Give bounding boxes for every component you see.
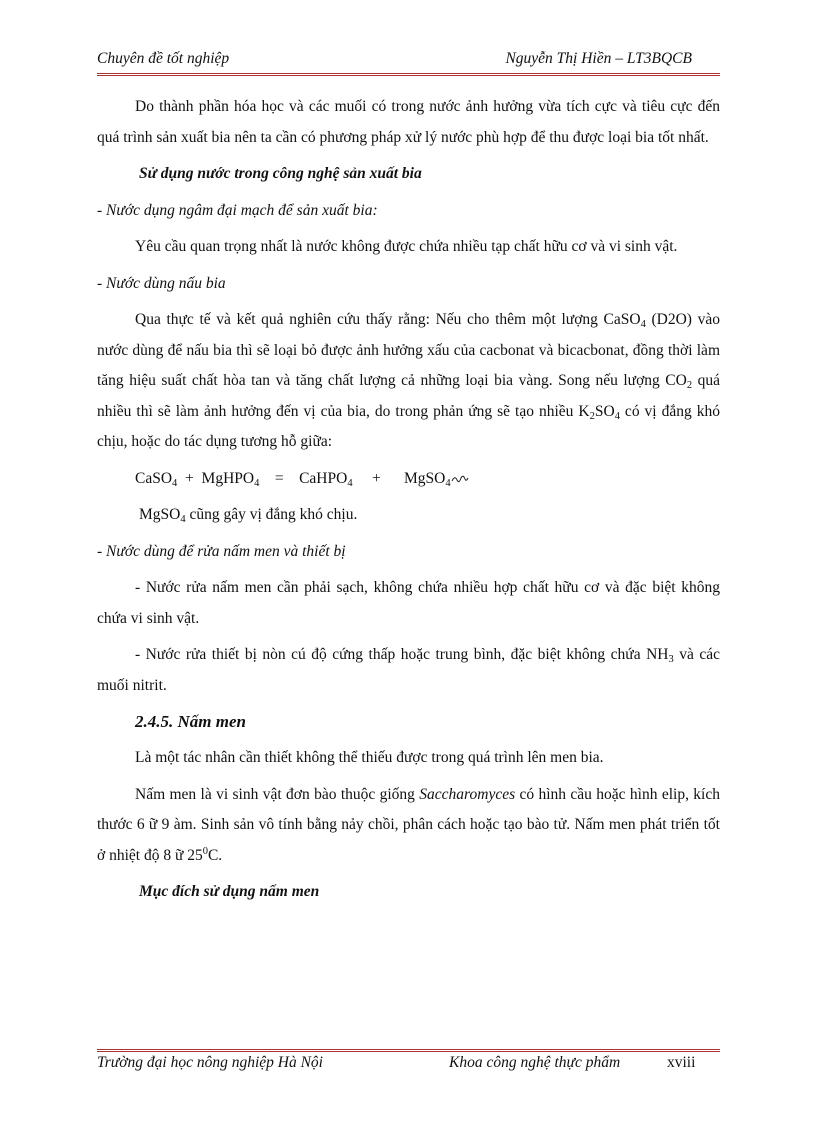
paragraph-yeast-description: Nấm men là vi sinh vật đơn bào thuộc giống Saccharomyces có hình cầu hoặc hình elip, kích thước 6 ữ 9 àm. Sinh sản vô tính bằng nảy chồi, phân cách hoặc tạo bào tử. Nấm men phát triển tốt ở nhiệt độ 8 ữ $25^0C$. — [97, 785, 720, 864]
subheading-soaking-water: - Nước dụng ngâm đại mạch để sản xuất bia: — [97, 201, 378, 219]
paragraph-equipment-wash-water: - Nước rửa thiết bị nòn cú độ cứng thấp hoặc trung bình, đặc biệt không chứa $NH_3$ và các muối nitrit. — [97, 646, 720, 694]
header-right-text: Nguyễn Thị Hiền – LT3BQCB — [505, 50, 692, 67]
squiggle-mark-icon — [451, 474, 469, 484]
page-body — [97, 92, 720, 914]
section-heading-yeast: 2.4.5. Nấm men — [135, 712, 246, 731]
section-heading-yeast-purpose: Mục đích sử dụng nấm men — [139, 883, 320, 900]
paragraph-yeast-definition: Là một tác nhân cần thiết không thể thiếu được trong quá trình lên men bia. — [135, 749, 604, 766]
subheading-washing-water: - Nước dùng để rửa nấm men và thiết bị — [97, 542, 346, 560]
page-header — [97, 50, 720, 74]
header-rule — [97, 73, 720, 76]
page-footer — [97, 1054, 720, 1078]
paragraph-intro: Do thành phần hóa học và các muối có trong nước ảnh hưởng vừa tích cực và tiêu cực đến quá trình sản xuất bia nên ta cần có phương pháp xử lý nước phù hợp để thu được loại bia tốt nhất. — [97, 98, 720, 146]
footer-university: Trường đại học nông nghiệp Hà Nội — [97, 1054, 323, 1071]
footer-rule — [97, 1049, 720, 1052]
page-number: xviii — [667, 1054, 696, 1071]
paragraph-brewing-water: Qua thực tế và kết quả nghiên cứu thấy rằng: Nếu cho thêm một lượng CaSO$_4$ (D2O) vào nước dùng để nấu bia thì sẽ loại bỏ được ảnh hưởng xấu của cacbonat và bicacbonat, đồng thời làm tăng hiệu suất chất hòa tan và tăng chất lượng cả những loại bia vàng. Song nếu lượng $CO_2$ quá nhiều thì sẽ làm ảnh hưởng đến vị của bia, do trong phản ứng sẽ tạo nhiều $K_2SO_4$ có vị đắng khó chịu, hoặc do tác dụng tương hỗ giữa: — [97, 311, 720, 450]
header-left-text: Chuyên đề tốt nghiệp — [97, 50, 230, 67]
chemical-equation: CaSO$_4$ + MgHPO$_4$ = CaHPO$_4$ + MgSO$_4$ — [97, 464, 720, 495]
subheading-brewing-water: - Nước dùng nấu bia — [97, 274, 226, 292]
footer-faculty: Khoa công nghệ thực phẩm — [449, 1054, 621, 1071]
paragraph-mgso4-note: MgSO$_4$ cũng gây vị đắng khó chịu. — [139, 506, 358, 525]
section-heading-water-use: Sử dụng nước trong công nghệ sản xuất bia — [139, 165, 422, 182]
paragraph-yeast-wash-water: - Nước rửa nấm men cần phải sạch, không chứa nhiều hợp chất hữu cơ và đặc biệt không chứa vi sinh vật. — [97, 579, 720, 627]
paragraph-soaking-requirements: Yêu cầu quan trọng nhất là nước không được chứa nhiều tạp chất hữu cơ và vi sinh vật. — [135, 238, 678, 255]
